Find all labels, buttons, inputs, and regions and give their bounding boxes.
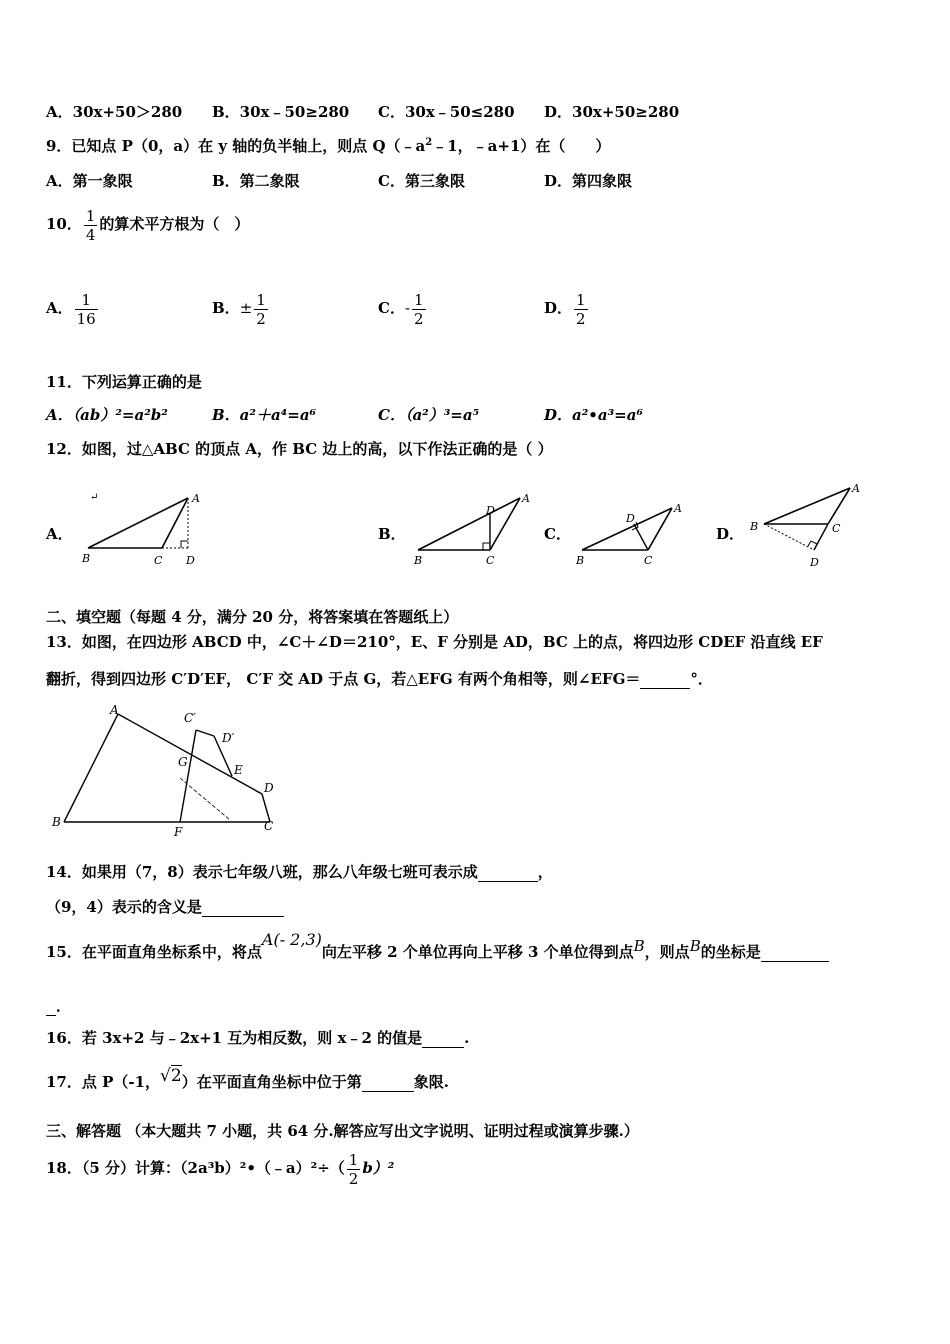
q9-option-b: B．第二象限 [212, 172, 300, 190]
q9-stem: 9．已知点 P（0，a）在 y 轴的负半轴上，则点 $Q(﹣a^2﹣1$，﹣a+1）在（ ） [46, 137, 611, 155]
q14-line-2: （9，4）表示的含义是 [46, 897, 284, 917]
q16-answer-blank[interactable] [422, 1031, 464, 1048]
q8-option-c: C．30x﹣50≤280 [378, 103, 515, 121]
q11-option-b: B．a²＋a⁴=a⁶ [212, 406, 317, 424]
q12-figure-b [410, 486, 540, 570]
svg-text:D: D [626, 512, 635, 525]
q12-option-b: B． [378, 525, 406, 543]
svg-text:C: C [832, 522, 841, 535]
q12-stem: 12．如图，过△ABC 的顶点 A，作 BC 边上的高，以下作法正确的是（ ） [46, 440, 553, 458]
q17-answer-blank[interactable] [362, 1075, 414, 1092]
q16-stem: 16．若 3x+2 与﹣2x+1 互为相反数，则 x﹣2 的值是 . [46, 1029, 470, 1047]
q12-figure-d [748, 478, 868, 570]
svg-text:D: D [810, 556, 819, 569]
svg-text:F: F [174, 825, 183, 839]
q14-line-1: 14．如果用（7，8）表示七年级八班，那么八年级七班可表示成 ， [46, 863, 553, 881]
svg-text:A: A [110, 703, 119, 717]
q12-option-d: D． [716, 525, 745, 543]
q10-option-b: B．± $\frac{1}{2}$ [212, 290, 266, 328]
q12-figure-a [78, 486, 208, 570]
q15-line-2: ． [46, 996, 71, 1016]
svg-text:C: C [486, 554, 495, 567]
svg-text:B: B [414, 554, 423, 567]
svg-text:A: A [674, 502, 682, 515]
svg-text:D: D [186, 554, 195, 567]
svg-text:C: C [644, 554, 653, 567]
q13-line-1: 13．如图，在四边形 ABCD 中，∠C＋∠D＝210°，E、F 分别是 AD，BC 上的点，将四边形 CDEF 沿直线 EF [46, 633, 823, 651]
q10-stem: 10． $\frac{1}{4}$ 的算术平方根为（ ） [46, 206, 250, 244]
svg-text:D′: D′ [222, 731, 235, 745]
q11-option-d: D．a²•a³=a⁶ [544, 406, 644, 424]
svg-text:C: C [264, 819, 274, 833]
q11-option-c: C．（a²）³=a⁵ [378, 406, 480, 424]
q10-fraction: $\frac{1}{4}$ [85, 206, 96, 244]
svg-text:E: E [234, 763, 243, 777]
q9-option-d: D．第四象限 [544, 172, 633, 190]
q12-option-c: C． [544, 525, 571, 543]
q13-line-2: 翻折，得到四边形 C′D′EF， C′F 交 AD 于点 G，若△EFG 有两个角相等，则∠EFG＝ °． [46, 670, 713, 688]
sqrt-symbol: √2 [160, 1066, 182, 1086]
q15-line-1: 15．在平面直角坐标系中，将点A(- 2,3)向左平移 2 个单位再向上平移 3 个单位得到点B，则点B的坐标是 [46, 942, 829, 962]
q17-stem: 17．点 P（-1，√2）在平面直角坐标中位于第 象限. [46, 1066, 449, 1091]
svg-text:D: D [264, 781, 274, 795]
section-2-heading: 二、填空题（每题 4 分，满分 20 分，将答案填在答题纸上） [46, 608, 459, 626]
svg-text:B: B [750, 520, 759, 533]
svg-text:D: D [486, 504, 495, 517]
svg-text:G: G [178, 755, 188, 769]
svg-text:B: B [576, 554, 585, 567]
q12-option-a: A． [46, 525, 73, 543]
svg-text:C′: C′ [184, 711, 196, 725]
q8-option-b: B．30x﹣50≥280 [212, 103, 350, 121]
q10-option-a: A． $\frac{1}{16}$ [46, 290, 96, 328]
svg-text:B: B [52, 815, 61, 829]
svg-text:A: A [852, 482, 860, 495]
q13-figure [50, 702, 290, 842]
q14-answer-blank-2[interactable] [202, 900, 284, 917]
svg-text:A: A [522, 492, 530, 505]
svg-text:C: C [154, 554, 163, 567]
q10-option-c: C．- $\frac{1}{2}$ [378, 290, 424, 328]
q12-figure-c [572, 494, 692, 570]
q14-answer-blank-1[interactable] [478, 865, 538, 882]
q18-stem: 18．（5 分）计算：（2a³b）²•（﹣a）²÷（ $\frac{1}{2}$ b）² [46, 1150, 395, 1188]
section-3-heading: 三、解答题 （本大题共 7 小题，共 64 分.解答应写出文字说明、证明过程或演算步骤.） [46, 1122, 639, 1140]
svg-text:A: A [192, 492, 200, 505]
q10-option-d: D． $\frac{1}{2}$ [544, 290, 586, 328]
q8-option-a: A．30x+50＞280 [46, 103, 183, 121]
svg-text:B: B [82, 552, 91, 565]
q9-option-a: A．第一象限 [46, 172, 133, 190]
q11-stem: 11．下列运算正确的是 [46, 373, 202, 391]
q13-answer-blank[interactable] [640, 672, 690, 689]
return-mark: ↵ [90, 492, 99, 503]
q15-answer-blank[interactable] [761, 945, 829, 962]
q9-option-c: C．第三象限 [378, 172, 465, 190]
q8-option-d: D．30x+50≥280 [544, 103, 680, 121]
q11-option-a: A．（ab）²=a²b² [46, 406, 168, 424]
